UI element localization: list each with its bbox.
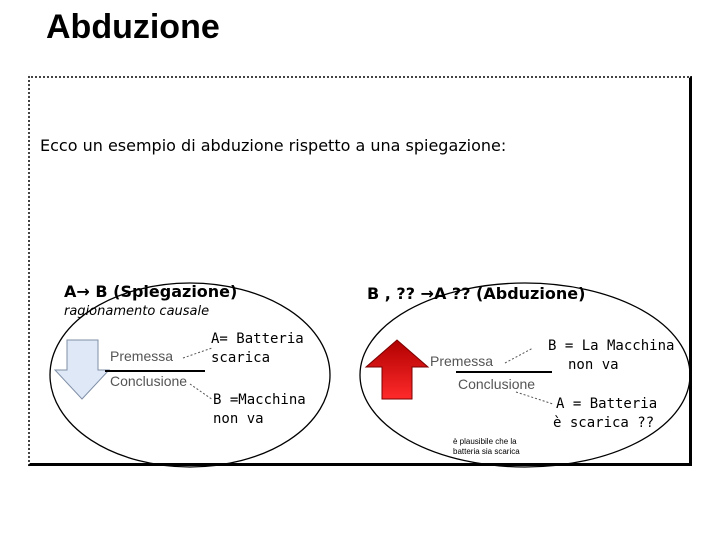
left-a-line2: scarica [211, 350, 271, 366]
right-connector-b [505, 348, 533, 363]
right-b-line2: non va [568, 357, 619, 373]
right-heading: B , ?? →A ?? (Abduzione) [367, 284, 586, 303]
left-subheading: ragionamento causale [64, 304, 210, 319]
right-premise-label: Premessa [430, 353, 494, 369]
left-connector-b [190, 384, 213, 400]
left-heading: A→ B (Spiegazione) [64, 282, 238, 301]
right-note: è plausibile che la batteria sia scarica [453, 437, 520, 456]
left-conclusion-label: Conclusione [110, 373, 188, 389]
page-title: Abduzione [46, 8, 220, 46]
right-b-line1: B = La Macchina [548, 338, 675, 354]
up-arrow-icon [366, 340, 428, 399]
left-b-line1: B =Macchina [213, 392, 306, 408]
left-a-line1: A= Batteria [211, 331, 304, 347]
right-connector-a [516, 392, 553, 404]
down-arrow-icon [55, 340, 109, 399]
right-a-line1: A = Batteria [556, 396, 658, 412]
left-connector-a [183, 348, 212, 358]
left-b-line2: non va [213, 411, 264, 427]
intro-text: Ecco un esempio di abduzione rispetto a una spiegazione: [40, 136, 507, 155]
right-a-line2: è scarica ?? [553, 415, 655, 431]
right-conclusion-label: Conclusione [458, 376, 536, 392]
left-premise-label: Premessa [110, 348, 174, 364]
